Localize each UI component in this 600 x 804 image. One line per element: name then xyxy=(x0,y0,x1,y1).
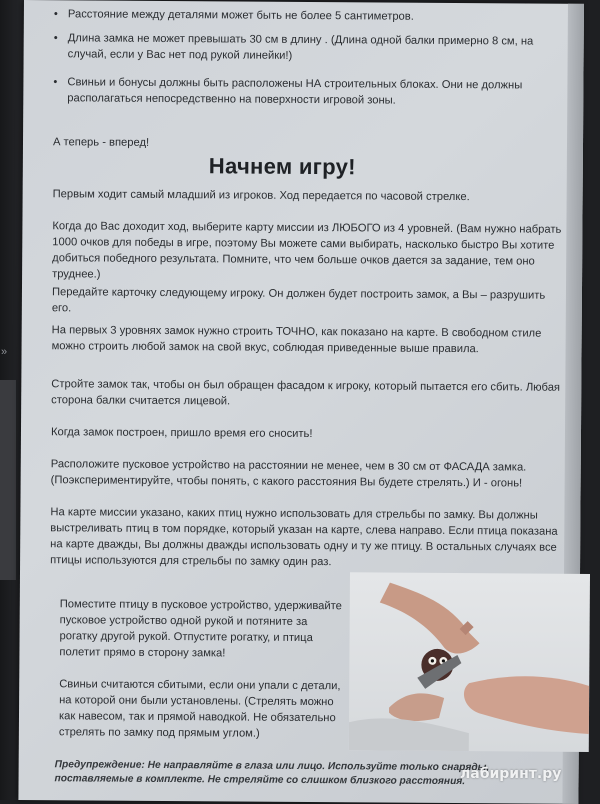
edge-mark: » xyxy=(1,346,8,358)
rule-item xyxy=(53,74,567,109)
paragraph-8: На карте миссии указано, каких птиц нужно использовать для стрельбы по замку. Вы должны выстреливать птиц в том порядке, который указан на карте, слева направо. Если птица показана на карте дважды, Вы должны дважды использовать одну и ту же птицу. В остальных случаях все птицы используются для стрельбы по замку один раз. xyxy=(50,506,558,569)
rule-text: Свиньи и бонусы должны быть расположены НА строительных блоках. Они не должны располагаться непосредственно на поверхности игровой зоны. xyxy=(67,76,523,107)
rule-item xyxy=(53,30,568,65)
bullet-icon: • xyxy=(53,8,58,21)
rule-text: Расстояние между деталями может быть не более 5 сантиметров. xyxy=(67,8,414,23)
page-heading: Начнем игру! xyxy=(208,153,356,180)
paragraph-10: Свиньи считаются сбитыми, если они упали с детали, на которой они были установлены. (Стрелять можно как навесом, так и прямой наводкой. Не обязательно стрелять по замку под прямым углом.) xyxy=(58,678,341,740)
bullet-icon: • xyxy=(53,76,58,89)
bullet-icon: • xyxy=(53,32,58,45)
paragraph-1: Первым ходит самый младший из игроков. Ход передается по часовой стрелке. xyxy=(52,188,470,204)
paragraph-3: Передайте карточку следующему игроку. Он должен будет построить замок, а Вы – разрушить его. xyxy=(51,286,546,315)
hands-launcher-illustration xyxy=(349,572,590,752)
rule-text: Длина замка не может превышать 30 см в длину . (Длина одной балки примерно 8 см, на случай, если у Вас нет под рукой линейки!) xyxy=(67,32,534,62)
paragraph-5: Стройте замок так, чтобы он был обращен фасадом к игроку, который пытается его сбить. Любая сторона балки считается лицевой. xyxy=(51,378,561,408)
manual-page xyxy=(18,0,584,804)
paragraph-6: Когда замок построен, пришло время его сносить! xyxy=(50,426,313,441)
watermark-logo: лабиринт.ру xyxy=(460,766,562,782)
launcher-photo xyxy=(349,572,590,752)
paragraph-2: Когда до Вас доходит ход, выберите карту миссии из ЛЮБОГО из 4 уровней. (Вам нужно набрать 1000 очков для победы в игре, поэтому Вы можете сами выбирать, насколько быстро Вы хотите добиться победного результата. Помните, что чем больше очков дается за задание, тем оно труднее.) xyxy=(52,220,562,281)
warning-text: Предупреждение: Не направляйте в глаза или лицо. Используйте только снаряды, поставляемые в комплекте. Не стреляйте со слишком близкого расстояния. xyxy=(54,759,490,788)
rule-item xyxy=(53,6,568,25)
go-ahead-text: А теперь - вперед! xyxy=(52,136,150,149)
paragraph-7: Расположите пусковое устройство на расстоянии не менее, чем в 30 см от ФАСАДА замка. (Поэкспериментируйте, чтобы понять, с какого расстояния Вы будете стрелять.) И - огонь! xyxy=(50,458,527,490)
paragraph-4: На первых 3 уровнях замок нужно строить ТОЧНО, как показано на карте. В свободном стиле можно строить любой замок на свой вкус, соблюдая приведенные выше правила. xyxy=(51,324,542,356)
background-strip xyxy=(0,380,16,580)
paragraph-9: Поместите птицу в пусковое устройство, удерживайте пусковое устройство одной рукой и потяните за рогатку другой рукой. Отпустите рогатку, и птица полетит прямо в сторону замка! xyxy=(59,598,342,660)
